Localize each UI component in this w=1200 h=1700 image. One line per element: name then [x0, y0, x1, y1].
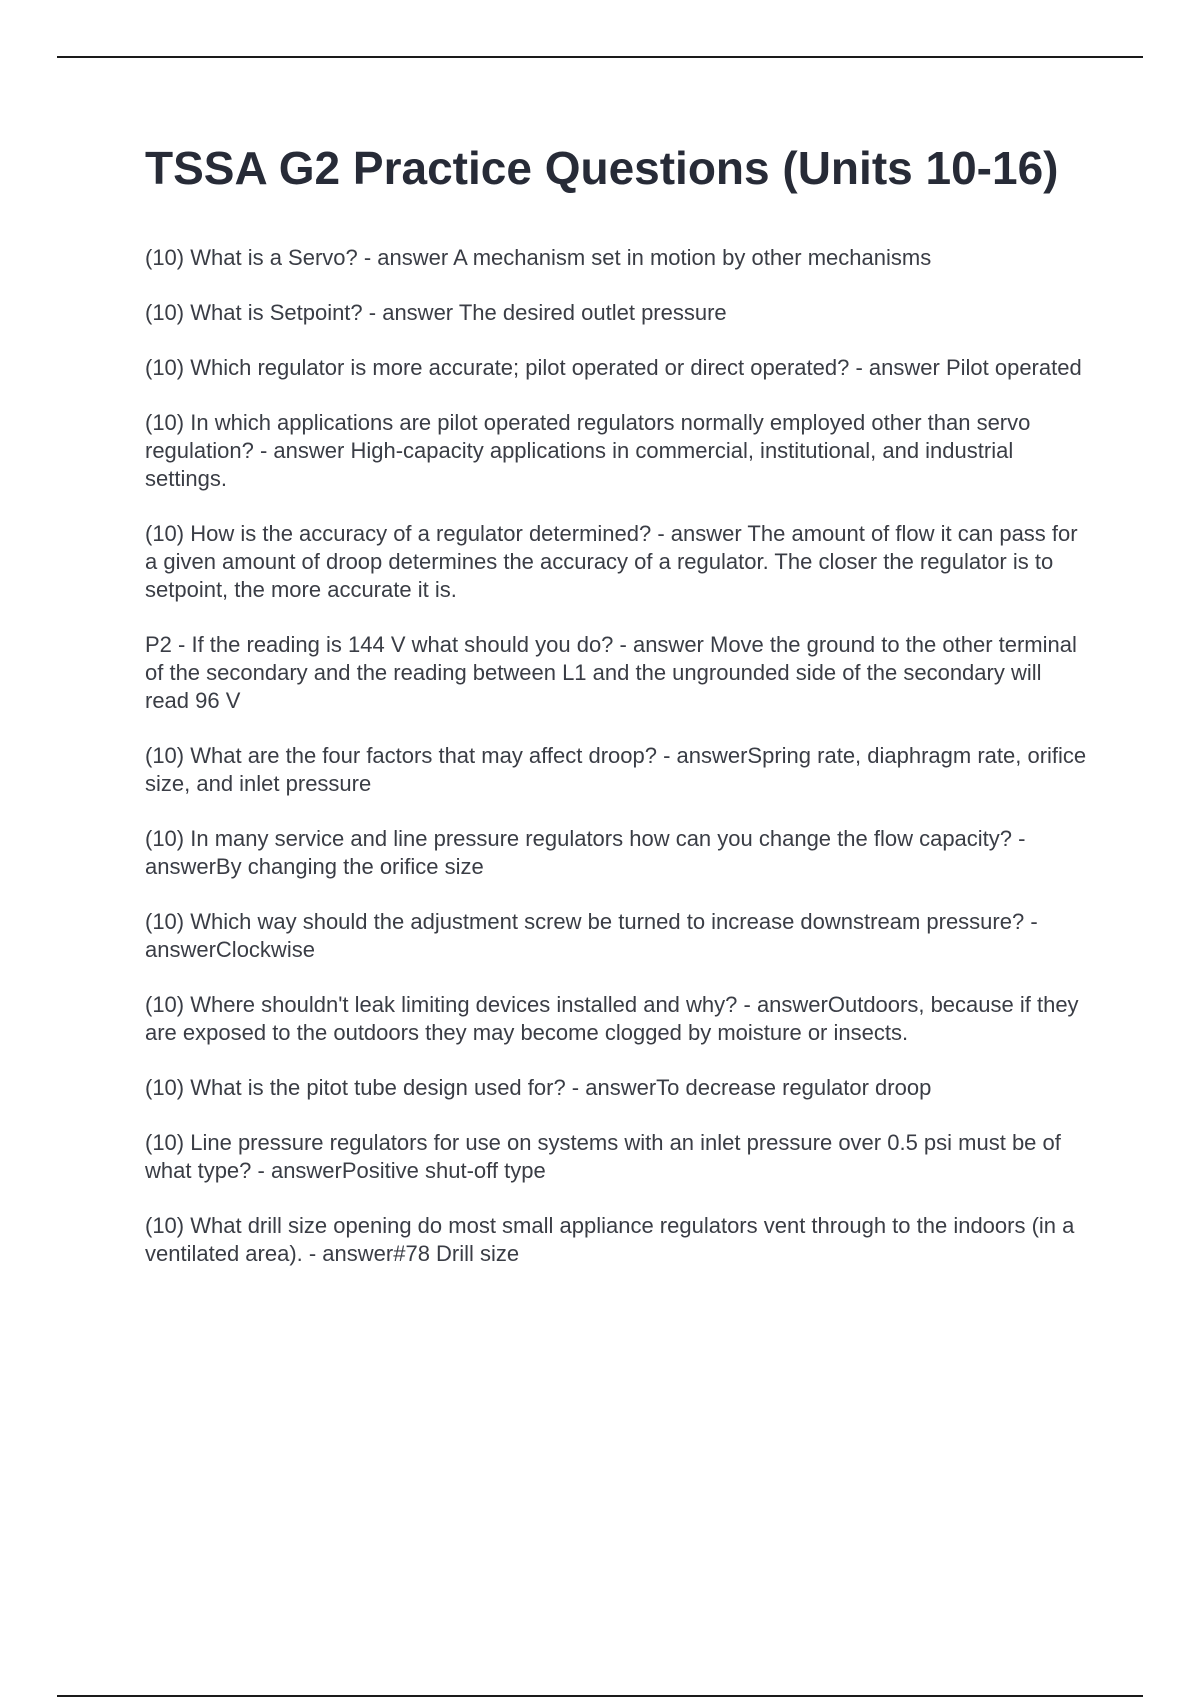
qa-item-9: (10) Which way should the adjustment screw be turned to increase downstream pressure? - answerClockwise	[145, 909, 1038, 962]
qa-item-11: (10) What is the pitot tube design used for? - answerTo decrease regulator droop	[145, 1075, 932, 1100]
qa-item-8: (10) In many service and line pressure regulators how can you change the flow capacity? - answerBy changing the orifice size	[145, 826, 1026, 879]
qa-item-6: P2 - If the reading is 144 V what should you do? - answer Move the ground to the other terminal of the secondary and the reading between L1 and the ungrounded side of the secondary will read 96 V	[145, 632, 1077, 713]
qa-item-1: (10) What is a Servo? - answer A mechanism set in motion by other mechanisms	[145, 245, 932, 270]
qa-item-12: (10) Line pressure regulators for use on systems with an inlet pressure over 0.5 psi must be of what type? - answerPositive shut-off type	[145, 1130, 1061, 1183]
qa-item-4: (10) In which applications are pilot operated regulators normally employed other than servo regulation? - answer High-capacity applications in commercial, institutional, and industrial settings.	[145, 410, 1031, 491]
qa-item-5: (10) How is the accuracy of a regulator determined? - answer The amount of flow it can pass for a given amount of droop determines the accuracy of a regulator. The closer the regulator is to setpoint, the more accurate it is.	[145, 521, 1078, 602]
page-title: TSSA G2 Practice Questions (Units 10-16)	[145, 142, 1059, 194]
qa-item-3: (10) Which regulator is more accurate; pilot operated or direct operated? - answer Pilot operated	[145, 355, 1082, 380]
top-divider	[57, 56, 1143, 58]
qa-item-2: (10) What is Setpoint? - answer The desired outlet pressure	[145, 300, 727, 325]
qa-item-7: (10) What are the four factors that may affect droop? - answerSpring rate, diaphragm rate, orifice size, and inlet pressure	[145, 743, 1087, 796]
qa-item-10: (10) Where shouldn't leak limiting devices installed and why? - answerOutdoors, because if they are exposed to the outdoors they may become clogged by moisture or insects.	[145, 992, 1079, 1045]
document-body	[145, 138, 1090, 1295]
bottom-divider	[57, 1695, 1143, 1697]
qa-item-13: (10) What drill size opening do most small appliance regulators vent through to the indoors (in a ventilated area). - answer#78 Drill size	[145, 1213, 1075, 1266]
question-list	[145, 244, 1090, 1268]
